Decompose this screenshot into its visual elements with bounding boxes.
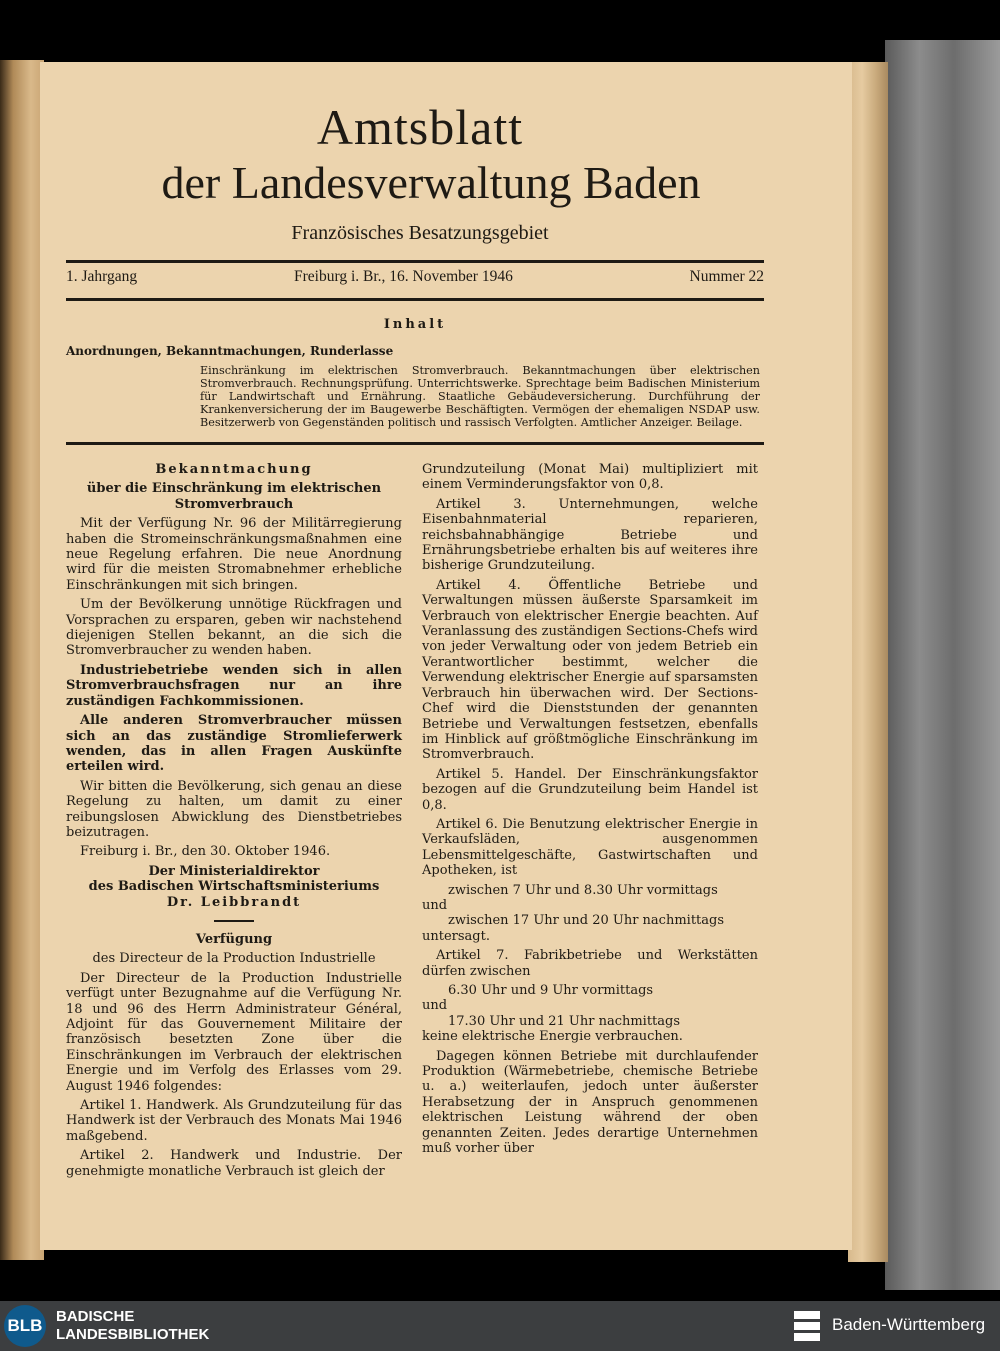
announcement-paragraph: Mit der Verfügung Nr. 96 der Militärregierung haben die Stromeinschränkungsmaßnahmen eine neue Regelung erfahren. Die neue Anordnung wird für die meisten Stromabnehmer erhebliche Einschränkungen mit sich bringen. <box>66 516 402 593</box>
announcement-paragraph: Um der Bevölkerung unnötige Rückfragen und Vorsprachen zu ersparen, geben wir nachstehend diejenigen Stellen bekannt, an die sich die Stromverbraucher zu wenden haben. <box>66 597 402 659</box>
blb-logo-icon[interactable]: BLB <box>4 1305 46 1347</box>
bw-label[interactable]: Baden-Württemberg <box>832 1315 986 1334</box>
und-label: und <box>422 897 448 913</box>
article-2-continued: Grundzuteilung (Monat Mai) multipliziert mit einem Verminderungsfaktor von 0,8. <box>422 462 758 493</box>
header-rule-top <box>66 260 764 263</box>
article-2: Artikel 2. Handwerk und Industrie. Der genehmigte monatliche Verbrauch ist gleich der <box>66 1148 402 1179</box>
announcement-paragraph: Alle anderen Stromverbraucher müssen sich an das zuständige Stromlieferwerk wenden, das in allen Fragen Auskünfte erteilen wird. <box>66 713 402 775</box>
toc-heading: Inhalt <box>383 317 447 332</box>
announcement-paragraph: Industriebetriebe wenden sich in allen Stromverbrauchsfragen nur an ihre zuständigen Fachkommissionen. <box>66 662 402 709</box>
time-range: 6.30 Uhr und 9 Uhr vormittags <box>448 983 654 998</box>
closing-paragraph: Dagegen können Betriebe mit durchlaufender Produktion (Wärmebetriebe, chemische Betriebe u. a.) weiterlaufen, jedoch unter äußerster Herabsetzung der in Anspruch genommenen elektrischen Leistung während der oben genannten Zeiten. Jedes derartige Unternehmen muß vorher über <box>422 1048 758 1157</box>
binder-background <box>885 40 1000 1290</box>
order-heading: Verfügung <box>195 931 273 947</box>
toc-rule <box>66 442 764 445</box>
right-column <box>422 462 758 1160</box>
announcement-subheading: über die Einschränkung im elektrischen Stromverbrauch <box>86 481 382 512</box>
und-label: und <box>422 998 448 1014</box>
blb-name-line1: BADISCHE <box>56 1308 135 1325</box>
signoff-ministry: des Badischen Wirtschaftsministeriums <box>88 879 380 895</box>
newspaper-page <box>40 62 852 1250</box>
announcement-paragraph: Wir bitten die Bevölkerung, sich genau an diese Regelung zu halten, um damit zu einer reibungslosen Abwicklung des Dienstbetriebes beizutragen. <box>66 778 402 840</box>
time-range: zwischen 17 Uhr und 20 Uhr nachmittags <box>448 913 725 929</box>
toc-section-label: Anordnungen, Bekanntmachungen, Runderlasse <box>66 344 394 358</box>
divider <box>214 920 254 922</box>
blb-name-line2: LANDESBIBLIOTHEK <box>56 1326 210 1343</box>
page-edge-left <box>0 60 44 1260</box>
issue-year: 1. Jahrgang <box>66 268 138 285</box>
masthead-subtitle: Französisches Besatzungsgebiet <box>291 222 549 244</box>
time-range: zwischen 7 Uhr und 8.30 Uhr vormittags <box>448 882 718 898</box>
announcement-heading: Bekanntmachung <box>155 462 313 477</box>
article-3: Artikel 3. Unternehmungen, welche Eisenbahnmaterial reparieren, reichsbahnabhängige Betriebe und Ernährungsbetriebe erhalten bis auf weiteres ihre bisherige Grundzuteilung. <box>422 496 758 574</box>
article-4: Artikel 4. Öffentliche Betriebe und Verwaltungen müssen äußerste Sparsamkeit im Verbrauch von elektrischer Energie beachten. Auf Veranlassung des zuständigen Sections-Chefs wird von jeder Verwaltung oder von jedem Betrieb ein Verantwortlicher bestimmt, welcher die Verwendung elektrischer Energie auf sparsamsten Verbrauch hin überwachen wird. Der Sections-Chef wird die Dienststunden der genannten Betriebe und Verwaltungen festsetzen, ebenfalls im Hinblick auf größtmögliche Einschränkung im Stromverbrauch. <box>422 577 758 763</box>
signoff-name: Dr. Leibbrandt <box>166 894 302 910</box>
header-rule-bottom <box>66 298 764 301</box>
issue-place-date: Freiburg i. Br., 16. November 1946 <box>294 268 513 285</box>
article-7-end: keine elektrische Energie verbrauchen. <box>422 1029 683 1045</box>
masthead-title-line2: der Landesverwaltung Baden <box>161 157 701 208</box>
baden-wuerttemberg-lions-icon <box>792 1309 822 1343</box>
toc-text: Einschränkung im elektrischen Stromverbrauch. Bekanntmachungen über elektrischen Stromverbrauch. Rechnungsprüfung. Unterrichtswerke. Sprechtage beim Badischen Ministerium für Landwirtschaft und Ernährung. Staatliche Gebäudeversicherung. Durchführung der Krankenversicherung der im Baugewerbe Beschäftigten. Vermögen der ehemaligen NSDAP usw. Besitzerwerb von Gegenständen politisch und rassisch Verfolgten. Amtlicher Anzeiger. Beilage. <box>200 364 760 429</box>
issue-number: Nummer 22 <box>689 268 764 285</box>
viewer-footer <box>0 1301 1000 1351</box>
time-range: 17.30 Uhr und 21 Uhr nachmittags <box>448 1013 681 1029</box>
masthead-title-line1: Amtsblatt <box>316 99 524 155</box>
signoff-place: Freiburg i. Br., den 30. Oktober 1946. <box>80 844 331 860</box>
article-6: Artikel 6. Die Benutzung elektrischer Energie in Verkaufsläden, ausgenommen Lebensmittelgeschäfte, Gastwirtschaften und Apotheken, ist <box>422 816 758 879</box>
order-subheading: des Directeur de la Production Industrielle <box>92 951 376 967</box>
article-5: Artikel 5. Handel. Der Einschränkungsfaktor bezogen auf die Grundzuteilung beim Handel ist 0,8. <box>422 766 758 813</box>
untersagt-label: untersagt. <box>422 928 490 944</box>
page-edge-right <box>848 62 888 1262</box>
signoff-title: Der Ministerialdirektor <box>148 863 320 879</box>
left-column <box>66 462 402 1183</box>
blb-name[interactable] <box>56 1308 209 1344</box>
order-paragraph: Der Directeur de la Production Industrielle verfügt unter Bezugnahme auf die Verfügung Nr. 18 und 96 des Herrn Administrateur Général, Adjoint für das Gouvernement Militaire der französisch besetzten Zone über die Einschränkungen im Verbrauch der elektrischen Energie und im Verfolg des Erlasses vom 29. August 1946 folgendes: <box>66 970 402 1094</box>
article-1: Artikel 1. Handwerk. Als Grundzuteilung für das Handwerk ist der Verbrauch des Monats Mai 1946 maßgebend. <box>66 1098 402 1144</box>
article-7: Artikel 7. Fabrikbetriebe und Werkstätten dürfen zwischen <box>422 948 758 979</box>
